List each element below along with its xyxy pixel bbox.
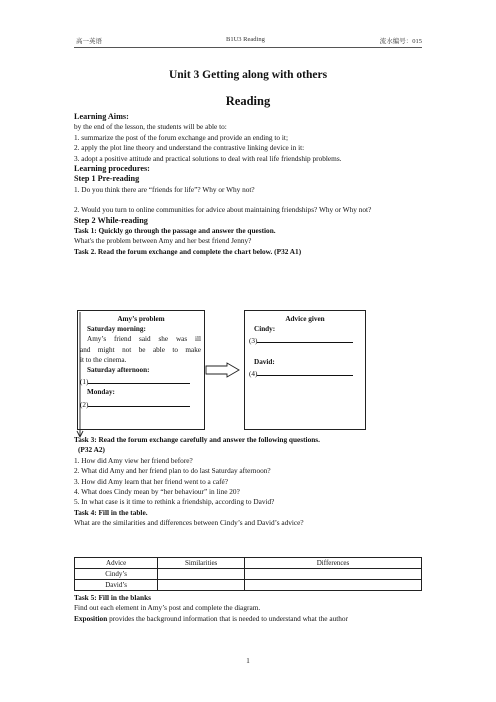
task3-question: 3. How did Amy learn that her friend went to a café? xyxy=(74,476,228,486)
saturday-afternoon-label: Saturday afternoon: xyxy=(87,366,150,375)
header-divider xyxy=(74,47,422,48)
table-header: Differences xyxy=(245,558,422,569)
blank-4[interactable] xyxy=(257,367,353,376)
task1-title: Task 1: Quickly go through the passage and answer the question. xyxy=(74,226,276,236)
blank-3[interactable] xyxy=(257,334,353,343)
upper-content xyxy=(74,112,422,257)
header-left: 高一英语 xyxy=(76,38,102,45)
table-header-row xyxy=(75,558,422,569)
table-cell[interactable] xyxy=(158,569,245,580)
page-number: 1 xyxy=(246,657,250,665)
header-center: B1U3 Reading xyxy=(226,36,265,43)
task3-question: 5. In what case is it time to rethink a friendship, according to David? xyxy=(74,497,275,507)
header-right: 流水编号：015 xyxy=(379,38,422,45)
task1-question: What's the problem between Amy and her best friend Jenny? xyxy=(74,236,252,246)
timeline-arrow-icon xyxy=(76,312,84,440)
table-header: Advice xyxy=(75,558,158,569)
advice-given-box xyxy=(244,310,366,430)
aims-heading: Learning Aims: xyxy=(74,112,129,121)
table-cell[interactable] xyxy=(245,580,422,591)
task3-question: 2. What did Amy and her friend plan to do last Saturday afternoon? xyxy=(74,466,271,476)
task5-title: Task 5: Fill in the blanks xyxy=(74,593,151,602)
table-row xyxy=(75,569,422,580)
saturday-morning-label: Saturday morning: xyxy=(87,325,146,334)
task3-question: 4. What does Cindy mean by “her behaviour” in line 20? xyxy=(74,487,240,497)
table-row xyxy=(75,580,422,591)
blank-4-label: (4) xyxy=(249,369,258,378)
problem-text-line: and might not be able to make xyxy=(80,345,201,354)
task5-section xyxy=(74,593,422,624)
table-header: Similarities xyxy=(158,558,245,569)
aim-item: 2. apply the plot line theory and understand the contrastive linking device in it: xyxy=(74,143,305,153)
exposition-text: provides the background information that is needed to understand what the author xyxy=(107,613,348,623)
aim-item: 3. adopt a positive attitude and practical solutions to deal with real life friendship problems. xyxy=(74,153,342,163)
step1-heading: Step 1 Pre-reading xyxy=(74,174,140,184)
blank-1[interactable] xyxy=(88,375,190,384)
advice-comparison-table xyxy=(74,557,422,591)
amys-problem-box xyxy=(77,310,205,430)
task3-ref: (P32 A2) xyxy=(78,445,105,455)
table-cell[interactable] xyxy=(158,580,245,591)
david-label: David: xyxy=(254,357,275,366)
aims-intro: by the end of the lesson, the students will be able to: xyxy=(74,122,227,132)
unit-title: Unit 3 Getting along with others xyxy=(168,69,328,81)
question-1: 1. Do you think there are “friends for life”? Why or Why not? xyxy=(74,184,255,194)
cindy-label: Cindy: xyxy=(254,325,276,334)
task3-question: 1. How did Amy view her friend before? xyxy=(74,455,193,465)
section-title: Reading xyxy=(225,94,271,108)
step2-heading: Step 2 While-reading xyxy=(74,215,148,225)
task4-question: What are the similarities and differences between Cindy’s and David’s advice? xyxy=(74,518,304,528)
task2-title: Task 2. Read the forum exchange and complete the chart below. (P32 A1) xyxy=(74,246,302,256)
task5-instruction: Find out each element in Amy’s post and complete the diagram. xyxy=(74,603,261,613)
table-cell[interactable] xyxy=(245,569,422,580)
aim-item: 1. summarize the post of the forum exchange and provide an ending to it; xyxy=(74,132,288,142)
problem-text-line: it to the cinema. xyxy=(80,355,127,364)
table-cell: David’s xyxy=(75,580,158,591)
page-header xyxy=(74,36,422,46)
exposition-term: Exposition xyxy=(74,613,108,623)
amys-problem-title: Amy’s problem xyxy=(117,315,165,323)
table-cell: Cindy’s xyxy=(75,569,158,580)
task3-title: Task 3: Read the forum exchange carefully and answer the following questions. xyxy=(74,435,320,444)
blank-3-label: (3) xyxy=(249,337,258,346)
question-2: 2. Would you turn to online communities for advice about maintaining friendships? Why or Why not? xyxy=(74,205,372,215)
monday-label: Monday: xyxy=(87,388,115,397)
task4-title: Task 4: Fill in the table. xyxy=(74,507,148,517)
problem-text-line: Amy’s friend said she was ill xyxy=(87,335,201,344)
blank-1-label: (1) xyxy=(80,378,89,387)
advice-given-title: Advice given xyxy=(285,315,325,323)
task3-section xyxy=(74,435,422,529)
blank-2[interactable] xyxy=(88,398,190,407)
blank-2-label: (2) xyxy=(80,400,89,409)
procedures-heading: Learning procedures: xyxy=(74,164,150,174)
right-arrow-icon xyxy=(205,362,241,378)
